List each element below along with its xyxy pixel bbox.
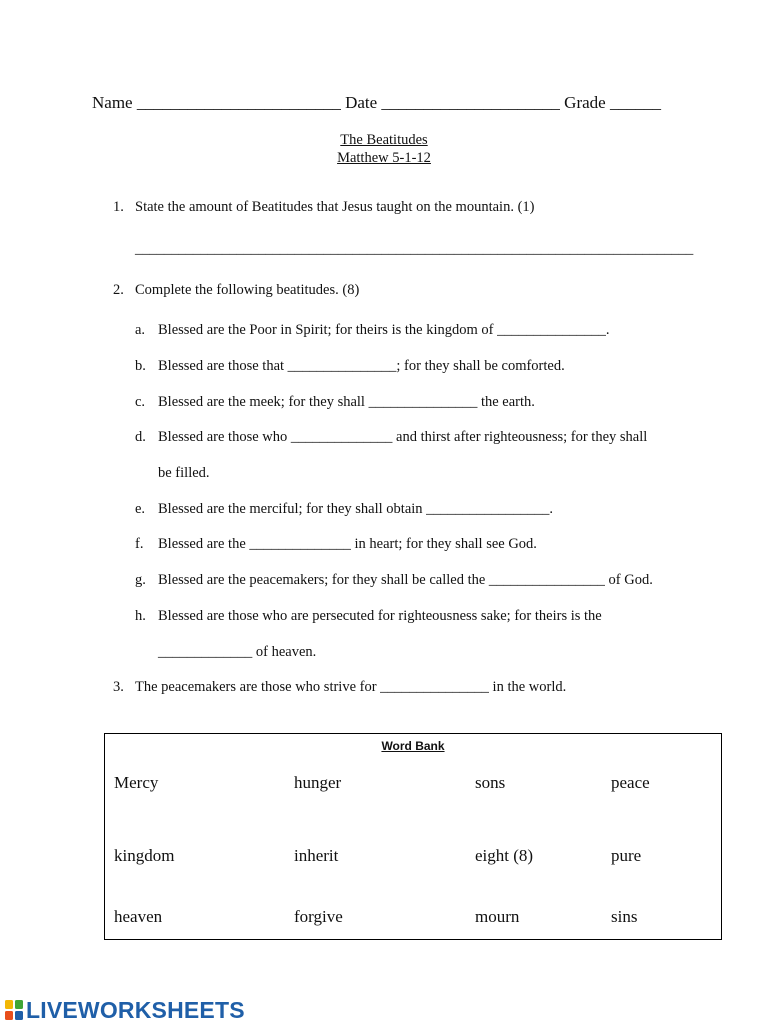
item-letter: f. bbox=[135, 536, 144, 552]
beatitude-text: be filled. bbox=[158, 465, 210, 481]
word-bank-word: forgive bbox=[294, 907, 343, 926]
item-letter: h. bbox=[135, 608, 146, 624]
item-letter: b. bbox=[135, 358, 146, 374]
question-number: 1. bbox=[113, 199, 124, 215]
word-bank-title: Word Bank bbox=[381, 739, 445, 753]
word-bank-word: heaven bbox=[114, 907, 163, 926]
question-text[interactable]: The peacemakers are those who strive for _______________ in the world. bbox=[135, 679, 567, 695]
worksheet-subtitle: Matthew 5-1-12 bbox=[337, 150, 431, 166]
liveworksheets-logo[interactable] bbox=[4, 997, 245, 1023]
question-text: State the amount of Beatitudes that Jesus taught on the mountain. (1) bbox=[135, 199, 535, 215]
beatitude-text[interactable]: Blessed are those who ______________ and thirst after righteousness; for they shall bbox=[158, 429, 648, 445]
word-bank-word: Mercy bbox=[114, 773, 159, 792]
word-bank-word: peace bbox=[611, 773, 650, 792]
answer-line-1[interactable]: _____________________________________________________________________________ bbox=[135, 241, 694, 257]
student-info-header: Name ________________________ Date _____________________ Grade ______ bbox=[92, 93, 661, 112]
item-letter: c. bbox=[135, 394, 146, 410]
word-bank-word: inherit bbox=[294, 846, 339, 865]
beatitude-text[interactable]: Blessed are the meek; for they shall _______________ the earth. bbox=[158, 394, 535, 410]
logo-text: LIVEWORKSHEETS bbox=[26, 996, 245, 1023]
item-letter: e. bbox=[135, 501, 146, 517]
item-letter: g. bbox=[135, 572, 146, 588]
question-number: 3. bbox=[113, 679, 124, 695]
beatitude-text[interactable]: Blessed are the ______________ in heart; for they shall see God. bbox=[158, 536, 537, 552]
beatitude-text[interactable]: Blessed are the peacemakers; for they shall be called the ________________ of God. bbox=[158, 572, 653, 588]
word-bank-word: kingdom bbox=[114, 846, 175, 865]
word-bank-word: mourn bbox=[475, 907, 520, 926]
beatitude-text[interactable]: Blessed are the merciful; for they shall obtain _________________. bbox=[158, 501, 554, 517]
question-text: Complete the following beatitudes. (8) bbox=[135, 282, 360, 298]
word-bank bbox=[104, 733, 722, 940]
word-bank-word: hunger bbox=[294, 773, 342, 792]
beatitude-text[interactable]: Blessed are the Poor in Spirit; for theirs is the kingdom of _______________. bbox=[158, 322, 610, 338]
worksheet-title: The Beatitudes bbox=[340, 132, 428, 148]
word-bank-word: eight (8) bbox=[475, 846, 534, 865]
liveworksheets-logo-icon bbox=[4, 999, 24, 1021]
item-letter: d. bbox=[135, 429, 146, 445]
word-bank-word: sons bbox=[475, 773, 506, 792]
item-letter: a. bbox=[135, 322, 146, 338]
word-bank-word: sins bbox=[611, 907, 638, 926]
beatitude-text[interactable]: _____________ of heaven. bbox=[158, 644, 317, 660]
beatitude-text[interactable]: Blessed are those that _______________; for they shall be comforted. bbox=[158, 358, 565, 374]
worksheet-titles bbox=[0, 131, 768, 167]
beatitude-text: Blessed are those who are persecuted for righteousness sake; for theirs is the bbox=[158, 608, 602, 624]
question-number: 2. bbox=[113, 282, 124, 298]
word-bank-word: pure bbox=[611, 846, 642, 865]
